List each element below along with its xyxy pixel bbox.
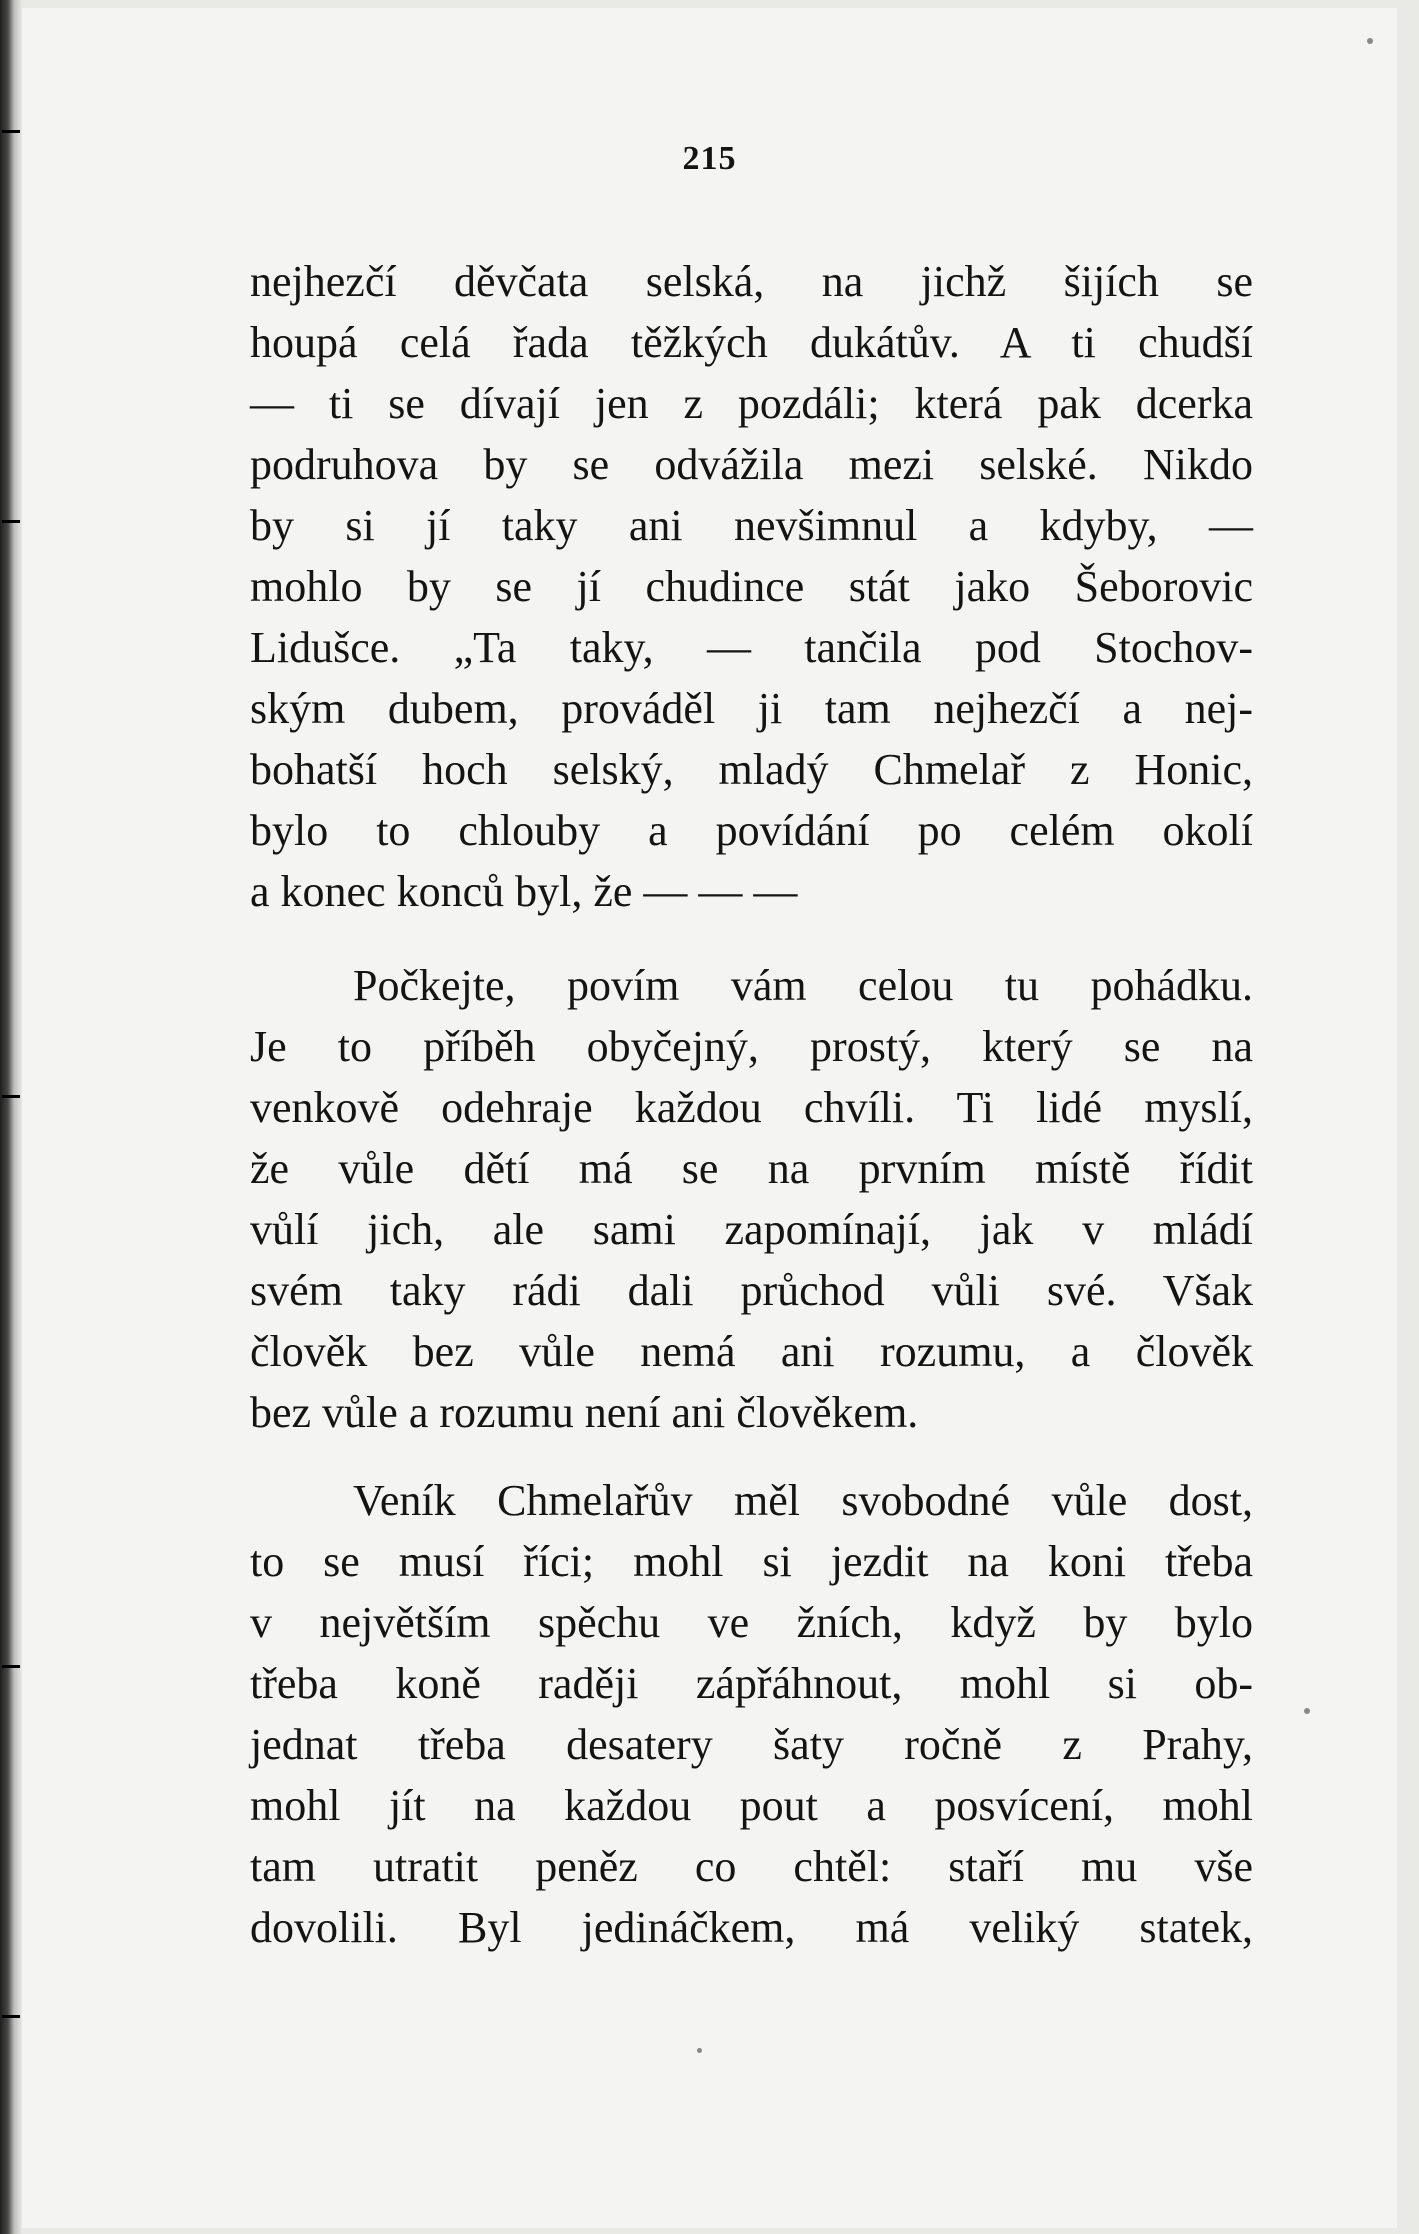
- text-line: Veník Chmelařův měl svobodné vůle dost,: [353, 1476, 1253, 1525]
- text-line: svém taky rádi dali průchod vůli své. Však: [250, 1266, 1253, 1315]
- binding-mark: [2, 520, 20, 523]
- text-line: jednat třeba desatery šaty ročně z Prahy,: [250, 1720, 1253, 1769]
- text-line: v největším spěchu ve žních, když by bylo: [250, 1598, 1253, 1647]
- text-line: že vůle dětí má se na prvním místě řídit: [250, 1144, 1253, 1193]
- text-line: Lidušce. „Ta taky, — tančila pod Stochov-: [250, 623, 1253, 672]
- book-binding-shadow: [0, 0, 22, 2234]
- text-line: bohatší hoch selský, mladý Chmelař z Honic,: [250, 745, 1253, 794]
- text-line: ským dubem, prováděl ji tam nejhezčí a nej-: [250, 684, 1253, 733]
- text-line: třeba koně raději zápřáhnout, mohl si ob-: [250, 1659, 1253, 1708]
- text-line: nejhezčí děvčata selská, na jichž šijích se: [250, 257, 1253, 306]
- text-line: Počkejte, povím vám celou tu pohádku.: [353, 961, 1253, 1010]
- text-line: vůlí jich, ale sami zapomínají, jak v mládí: [250, 1205, 1253, 1254]
- binding-mark: [2, 2015, 20, 2018]
- text-line: mohl jít na každou pout a posvícení, mohl: [250, 1781, 1253, 1830]
- text-line: — ti se dívají jen z pozdáli; která pak dcerka: [250, 379, 1253, 428]
- text-line: to se musí říci; mohl si jezdit na koni třeba: [250, 1537, 1253, 1586]
- paper-speck: [1367, 38, 1373, 44]
- paragraph: [250, 251, 1253, 922]
- text-line: bylo to chlouby a povídání po celém okolí: [250, 806, 1253, 855]
- paper-speck: [1304, 1708, 1310, 1714]
- binding-mark: [2, 1665, 20, 1668]
- text-line: houpá celá řada těžkých dukátův. A ti chudší: [250, 318, 1253, 367]
- text-line: člověk bez vůle nemá ani rozumu, a člověk: [250, 1327, 1253, 1376]
- page-number: 215: [682, 140, 737, 177]
- binding-mark: [2, 130, 20, 133]
- text-line: podruhova by se odvážila mezi selské. Nikdo: [250, 440, 1253, 489]
- text-line: a konec konců byl, že — — —: [250, 867, 798, 916]
- text-line: bez vůle a rozumu není ani člověkem.: [250, 1388, 919, 1437]
- text-line: by si jí taky ani nevšimnul a kdyby, —: [250, 501, 1253, 550]
- text-line: mohlo by se jí chudince stát jako Šeborovic: [250, 562, 1253, 611]
- book-page: [22, 8, 1397, 2228]
- text-line: tam utratit peněz co chtěl: staří mu vše: [250, 1842, 1253, 1891]
- paragraph: [250, 1470, 1253, 1958]
- text-line: dovolili. Byl jedináčkem, má veliký statek,: [250, 1903, 1253, 1952]
- paragraph: [250, 955, 1253, 1443]
- binding-mark: [2, 1095, 20, 1098]
- text-line: Je to příběh obyčejný, prostý, který se na: [250, 1022, 1253, 1071]
- paper-speck: [697, 2048, 702, 2053]
- text-line: venkově odehraje každou chvíli. Ti lidé myslí,: [250, 1083, 1253, 1132]
